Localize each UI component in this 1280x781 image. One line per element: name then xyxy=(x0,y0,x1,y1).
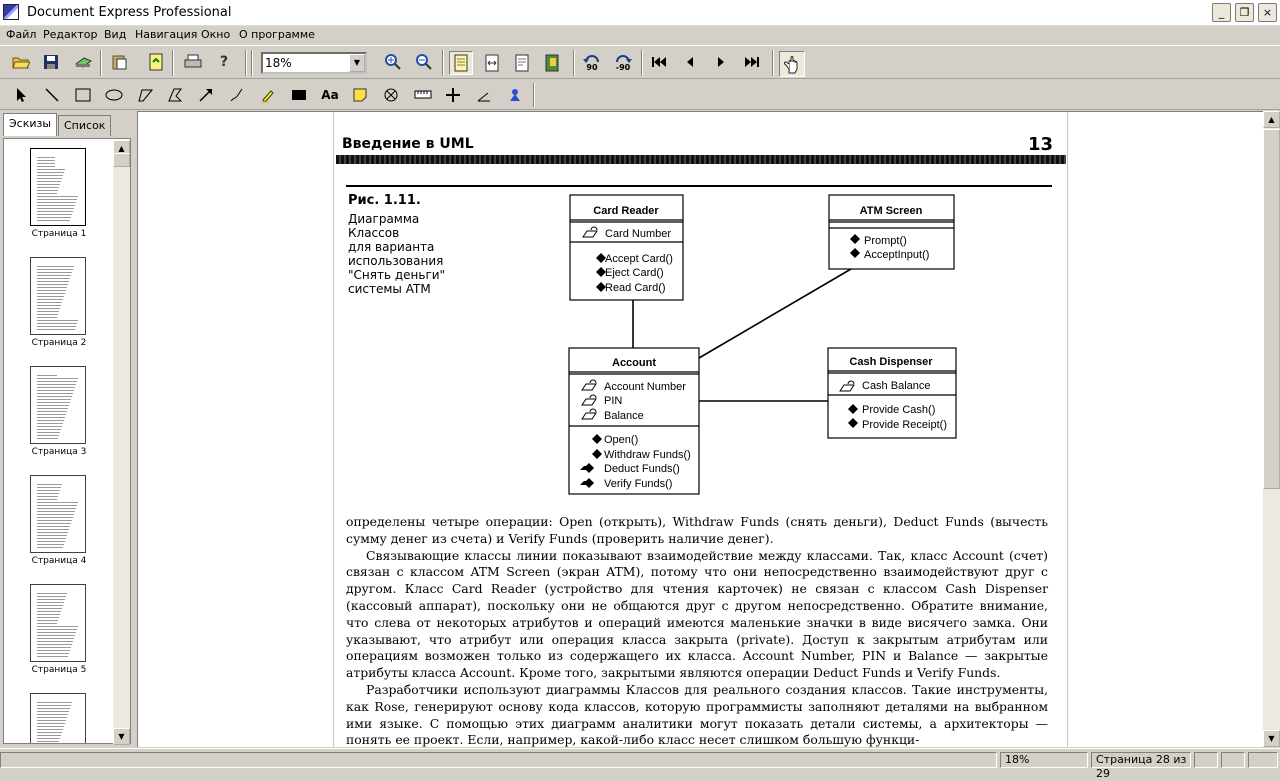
thumbnail-page-2[interactable] xyxy=(30,257,88,348)
thumbnail-page-3[interactable] xyxy=(30,366,88,457)
tab-list[interactable]: Список xyxy=(58,115,111,136)
thumbnail-text-line xyxy=(37,647,71,648)
thumbnail-text-line xyxy=(37,511,75,512)
thumbnail-text-line xyxy=(37,726,64,727)
text-icon[interactable]: Aa xyxy=(321,88,339,102)
thumbnail-text-line xyxy=(37,535,67,536)
rectangle-icon[interactable] xyxy=(71,83,95,107)
thumbnail-text-line xyxy=(37,308,60,309)
fit-page-icon[interactable] xyxy=(449,51,473,75)
thumbnail-text-line xyxy=(37,302,62,303)
thumbnail-text-line xyxy=(37,396,72,397)
zoom-in-icon[interactable] xyxy=(381,50,405,74)
menu-edit[interactable]: Редактор xyxy=(43,28,98,41)
thumbnail-text-line xyxy=(37,326,76,327)
actual-size-icon[interactable] xyxy=(510,51,534,75)
thumbnail-text-line xyxy=(37,290,66,291)
zoom-out-icon[interactable] xyxy=(412,50,436,74)
thumbnail-text-line xyxy=(37,426,62,427)
thumbnail-text-line xyxy=(37,499,57,500)
menu-view[interactable]: Вид xyxy=(104,28,127,41)
menu-about[interactable]: О программе xyxy=(239,28,315,41)
figure-number: Рис. 1.11. xyxy=(348,193,421,208)
thumbnail-label: Страница 4 xyxy=(31,556,87,566)
thumbnail-text-line xyxy=(37,432,60,433)
caption-line: использования xyxy=(348,254,444,268)
scroll-thumb[interactable] xyxy=(1263,129,1280,489)
thumbnail-text-line xyxy=(37,399,71,400)
scroll-thumb[interactable] xyxy=(113,153,130,167)
thumbnail-text-line xyxy=(37,178,62,179)
thumbnail-text-line xyxy=(37,160,55,161)
thumbnail-text-line xyxy=(37,629,77,630)
thumbnail-text-line xyxy=(37,272,72,273)
pen-icon[interactable] xyxy=(225,83,249,107)
attr-account-number: Account Number xyxy=(604,381,686,393)
thumbnail-text-line xyxy=(37,208,74,209)
thumbnail-list xyxy=(3,138,131,744)
thumbnail-text-line xyxy=(37,314,58,315)
caption-line: "Снять деньги" xyxy=(348,268,446,282)
annotation-toolbar xyxy=(0,80,1280,110)
ruler-icon[interactable] xyxy=(411,83,435,107)
thumbnail-text-line xyxy=(37,632,76,633)
thumbnail-page-4[interactable] xyxy=(30,475,88,566)
close-button[interactable]: × xyxy=(1258,3,1277,22)
thumbnail-text-line xyxy=(37,517,73,518)
op-withdraw-funds: Withdraw Funds() xyxy=(604,449,691,461)
print-icon[interactable] xyxy=(181,50,205,74)
ellipse-icon[interactable] xyxy=(102,83,126,107)
thumbnail-text-line xyxy=(37,614,60,615)
paragraph: Связывающие классы линии показывают взаимодействие между классами. Так, класс Account (счет) связан с классом ATM Screen (экран ATM), потому что они непосредственно взаимодействуют друг с другом. Класс Card Reader (устройство для чтения карточек) не связан с классом Cash Dispenser (кассовый аппарат), поскольку они не общаются друг с другом непосредственно. Обратите внимание, что слева от некоторых атрибутов и операций имеются маленькие значки в виде висячего замка. Они указывают, что атрибут или операция класса закрыта (private). Доступ к закрытым атрибутам или операциям возможен только из содержащего их класса. Account Number, PIN и Balance — закрытые атрибуты класса Account. Кроме того, закрытыми являются операции Deduct Funds и Verify Funds. xyxy=(346,547,1048,681)
thumbnail-text-line xyxy=(37,417,65,418)
thumbnail-text-line xyxy=(37,205,75,206)
thumbnail-text-line xyxy=(37,202,76,203)
scroll-down-icon[interactable]: ▼ xyxy=(1263,730,1280,747)
thumbnail-text-line xyxy=(37,717,67,718)
thumbnail-text-line xyxy=(37,508,76,509)
thumbnail-text-line xyxy=(37,526,70,527)
first-page-icon[interactable] xyxy=(647,50,671,74)
status-panel xyxy=(1194,752,1218,768)
title-bar xyxy=(0,0,1280,26)
class-cash-dispenser-name: Cash Dispenser xyxy=(849,356,933,368)
thumbnail-text-line xyxy=(37,611,61,612)
caption-line: Классов xyxy=(348,226,400,240)
prev-page-icon[interactable] xyxy=(678,50,702,74)
paragraph: Разработчики используют диаграммы Классов для реального создания классов. Такие инструменты, как Rose, генерируют основу кода классов, которую программисты заполняют деталями на выбранном ими языке. С помощью этих диаграмм аналитики могут показать детали системы, а архитекторы — понять ее проект. Если, например, какой-либо класс несет слишком большую функци- xyxy=(346,681,1048,747)
thumbnail-page-5[interactable] xyxy=(30,584,88,675)
class-account-name: Account xyxy=(612,357,656,369)
thumbnail-label: Страница 5 xyxy=(31,665,87,675)
thumbnail-text-line xyxy=(37,275,71,276)
thumbnail-text-line xyxy=(37,505,77,506)
thumbnail-text-line xyxy=(37,390,74,391)
page-number: 13 xyxy=(1027,134,1053,155)
scan-icon[interactable] xyxy=(71,50,95,74)
thumbnail-text-line xyxy=(37,266,74,267)
thumbnail-text-line xyxy=(37,593,67,594)
thumbnail-text-line xyxy=(37,514,74,515)
op-provide-cash: Provide Cash() xyxy=(862,404,936,416)
thumbnail-text-line xyxy=(37,157,55,158)
polyline-icon[interactable] xyxy=(133,83,157,107)
thumbnail-text-line xyxy=(37,387,75,388)
note-icon[interactable] xyxy=(348,83,372,107)
class-card-reader-name: Card Reader xyxy=(593,205,659,217)
thumbnail-text-line xyxy=(37,644,72,645)
document-scrollbar[interactable] xyxy=(1263,111,1280,747)
op-read-card: Read Card() xyxy=(605,282,666,294)
thumbnail-text-line xyxy=(37,281,69,282)
op-eject-card: Eject Card() xyxy=(605,267,664,279)
thumbnail-text-line xyxy=(37,299,63,300)
thumbnail-text-line xyxy=(37,656,68,657)
thumbnail-text-line xyxy=(37,608,62,609)
caption-line: системы ATM xyxy=(348,282,431,296)
highlighter-icon[interactable] xyxy=(256,83,280,107)
thumbnail-text-line xyxy=(37,293,65,294)
rotate-right-icon[interactable] xyxy=(611,50,635,74)
thumbnail-text-line xyxy=(37,329,75,330)
thumbnail-text-line xyxy=(37,732,62,733)
filled-rect-icon[interactable] xyxy=(287,83,311,107)
help-icon[interactable]: ? xyxy=(219,54,229,70)
document-viewer[interactable] xyxy=(137,111,1263,747)
thumbnail-text-line xyxy=(37,523,71,524)
thumbnail-text-line xyxy=(37,163,55,164)
status-page: Страница 28 из 29 xyxy=(1091,752,1191,768)
line-icon[interactable] xyxy=(40,83,64,107)
thumbnail-text-line xyxy=(37,414,66,415)
pan-hand-icon[interactable] xyxy=(779,51,805,77)
attr-card-number: Card Number xyxy=(605,228,672,240)
thumbnail-text-line xyxy=(37,617,59,618)
thumbnail-text-line xyxy=(37,626,78,627)
thumbnail-text-line xyxy=(37,620,58,621)
menu-file[interactable]: Файл xyxy=(6,28,37,41)
thumbnail-text-line xyxy=(37,529,69,530)
thumbnail-text-line xyxy=(37,602,64,603)
status-message xyxy=(0,752,997,768)
app-icon xyxy=(3,4,19,20)
thumbnail-text-line xyxy=(37,323,77,324)
thumbnail-text-line xyxy=(37,384,76,385)
thumbnail-text-line xyxy=(37,169,65,170)
chevron-down-icon[interactable]: ▼ xyxy=(349,54,365,72)
body-text xyxy=(346,514,1048,747)
restore-button[interactable]: ❐ xyxy=(1235,3,1254,22)
thumbnail-text-line xyxy=(37,423,63,424)
thumbnail-scrollbar[interactable] xyxy=(113,140,130,745)
thumbnail-text-line xyxy=(37,738,60,739)
angle-icon[interactable] xyxy=(472,83,496,107)
op-prompt: Prompt() xyxy=(864,235,907,247)
status-panel xyxy=(1221,752,1245,768)
thumbnail-text-line xyxy=(37,623,57,624)
menu-bar xyxy=(0,26,1280,44)
page-header-title: Введение в UML xyxy=(342,136,474,152)
caption-line: для варианта xyxy=(348,240,435,254)
main-toolbar xyxy=(0,45,1280,79)
thumbnail-text-line xyxy=(37,538,66,539)
zoom-select[interactable] xyxy=(261,52,367,74)
thumbnail-text-line xyxy=(37,287,67,288)
thumbnail-text-line xyxy=(37,520,72,521)
thumbnail-text-line xyxy=(37,729,63,730)
attr-pin: PIN xyxy=(604,395,623,407)
thumbnail-text-line xyxy=(37,532,68,533)
thumbnail-text-line xyxy=(37,599,65,600)
rotate-right-label: -90 xyxy=(615,63,631,72)
thumbnail-text-line xyxy=(37,493,59,494)
erase-icon[interactable] xyxy=(379,83,403,107)
status-zoom: 18% xyxy=(1000,752,1088,768)
thumbnail-text-line xyxy=(37,381,77,382)
thumbnail-text-line xyxy=(37,269,73,270)
window-title: Document Express Professional xyxy=(27,5,232,20)
op-accept-card: Accept Card() xyxy=(605,253,673,265)
thumbnail-text-line xyxy=(37,714,68,715)
thumbnail-text-line xyxy=(37,411,67,412)
thumbnail-text-line xyxy=(37,393,73,394)
thumbnail-text-line xyxy=(37,220,70,221)
thumbnail-text-line xyxy=(37,193,57,194)
thumbnail-text-line xyxy=(37,402,70,403)
thumbnail-label: Страница 1 xyxy=(31,229,87,239)
caption-line: Диаграмма xyxy=(348,212,420,226)
thumbnail-text-line xyxy=(37,190,58,191)
thumbnail-text-line xyxy=(37,547,63,548)
thumbnail-text-line xyxy=(37,420,64,421)
thumbnail-text-line xyxy=(37,181,61,182)
export-icon[interactable] xyxy=(144,50,168,74)
crosshair-icon[interactable] xyxy=(441,83,465,107)
fit-width-icon[interactable] xyxy=(480,51,504,75)
thumbnail-text-line xyxy=(37,320,78,321)
class-diagram xyxy=(334,112,1069,512)
op-deduct-funds: Deduct Funds() xyxy=(604,463,680,475)
thumbnail-text-line xyxy=(37,702,72,703)
attr-cash-balance: Cash Balance xyxy=(862,380,931,392)
scroll-up-icon[interactable]: ▲ xyxy=(113,140,130,157)
menu-window[interactable]: Окно xyxy=(201,28,231,41)
status-bar xyxy=(0,748,1280,780)
thumbnail-text-line xyxy=(37,484,62,485)
thumbnail-text-line xyxy=(37,214,72,215)
thumbnail-text-line xyxy=(37,305,61,306)
polygon-icon[interactable] xyxy=(163,83,187,107)
thumbnail-text-line xyxy=(37,378,78,379)
thumbnail-label: Страница 3 xyxy=(31,447,87,457)
two-page-icon[interactable] xyxy=(541,51,565,75)
rotate-left-icon[interactable] xyxy=(580,50,604,74)
thumbnail-text-line xyxy=(37,311,59,312)
thumbnail-text-line xyxy=(37,284,68,285)
thumbnail-text-line xyxy=(37,502,78,503)
minimize-button[interactable]: _ xyxy=(1212,3,1231,22)
select-icon[interactable] xyxy=(9,83,33,107)
thumbnail-text-line xyxy=(37,175,63,176)
thumbnail-text-line xyxy=(37,496,58,497)
save-icon[interactable] xyxy=(39,50,63,74)
thumbnail-text-line xyxy=(37,435,59,436)
thumbnail-text-line xyxy=(37,638,74,639)
thumbnail-text-line xyxy=(37,723,65,724)
thumbnail-text-line xyxy=(37,711,69,712)
thumbnail-text-line xyxy=(37,741,59,742)
next-page-icon[interactable] xyxy=(709,50,733,74)
side-panel xyxy=(0,111,136,747)
thumbnail-text-line xyxy=(37,429,61,430)
thumbnail-text-line xyxy=(37,708,70,709)
thumbnail-text-line xyxy=(37,211,73,212)
thumbnail-text-line xyxy=(37,199,77,200)
attr-balance: Balance xyxy=(604,410,644,422)
scroll-up-icon[interactable]: ▲ xyxy=(1263,111,1280,128)
thumbnail-text-line xyxy=(37,541,65,542)
stamp-icon[interactable] xyxy=(503,83,527,107)
thumbnail-text-line xyxy=(37,172,64,173)
thumbnail-text-line xyxy=(37,487,61,488)
thumbnail-text-line xyxy=(37,720,66,721)
thumbnail-text-line xyxy=(37,438,58,439)
thumbnail-text-line xyxy=(37,296,64,297)
thumbnail-text-line xyxy=(37,317,57,318)
thumbnail-text-line xyxy=(37,408,68,409)
thumbnail-text-line xyxy=(37,735,61,736)
thumbnail-text-line xyxy=(37,544,64,545)
thumbnail-text-line xyxy=(37,196,78,197)
thumbnail-page-1[interactable] xyxy=(30,148,88,239)
thumbnail-text-line xyxy=(37,405,69,406)
status-panel xyxy=(1248,752,1278,768)
thumbnail-text-line xyxy=(37,653,69,654)
thumbnail-text-line xyxy=(37,490,60,491)
arrow-icon[interactable] xyxy=(194,83,218,107)
thumbnail-text-line xyxy=(37,705,71,706)
op-accept-input: AcceptInput() xyxy=(864,249,930,261)
zoom-value: 18% xyxy=(265,56,292,70)
tab-thumbnails[interactable]: Эскизы xyxy=(3,113,57,136)
scroll-down-icon[interactable]: ▼ xyxy=(113,728,130,745)
thumbnail-text-line xyxy=(37,605,63,606)
thumbnail-text-line xyxy=(37,217,71,218)
thumbnail-label: Страница 2 xyxy=(31,338,87,348)
class-atm-screen-name: ATM Screen xyxy=(859,205,923,217)
thumbnail-text-line xyxy=(37,596,66,597)
paste-icon[interactable] xyxy=(107,50,131,74)
paragraph: определены четыре операции: Open (открыть), Withdraw Funds (снять деньги), Deduct Funds (вычесть сумму денег из счета) и Verify Funds (проверить наличие денег). xyxy=(346,514,1048,546)
document-page xyxy=(333,112,1068,747)
thumbnail-text-line xyxy=(37,375,57,376)
thumbnail-page-6[interactable] xyxy=(30,693,88,744)
thumbnail-text-line xyxy=(37,650,70,651)
last-page-icon[interactable] xyxy=(740,50,764,74)
open-icon[interactable] xyxy=(9,50,33,74)
thumbnail-text-line xyxy=(37,187,59,188)
op-verify-funds: Verify Funds() xyxy=(604,478,673,490)
op-open: Open() xyxy=(604,434,639,446)
op-provide-receipt: Provide Receipt() xyxy=(862,419,947,431)
thumbnail-text-line xyxy=(37,635,75,636)
rotate-left-label: 90 xyxy=(586,63,598,72)
menu-navigation[interactable]: Навигация xyxy=(135,28,198,41)
thumbnail-text-line xyxy=(37,184,60,185)
thumbnail-text-line xyxy=(37,166,55,167)
thumbnail-text-line xyxy=(37,641,73,642)
thumbnail-text-line xyxy=(37,278,70,279)
